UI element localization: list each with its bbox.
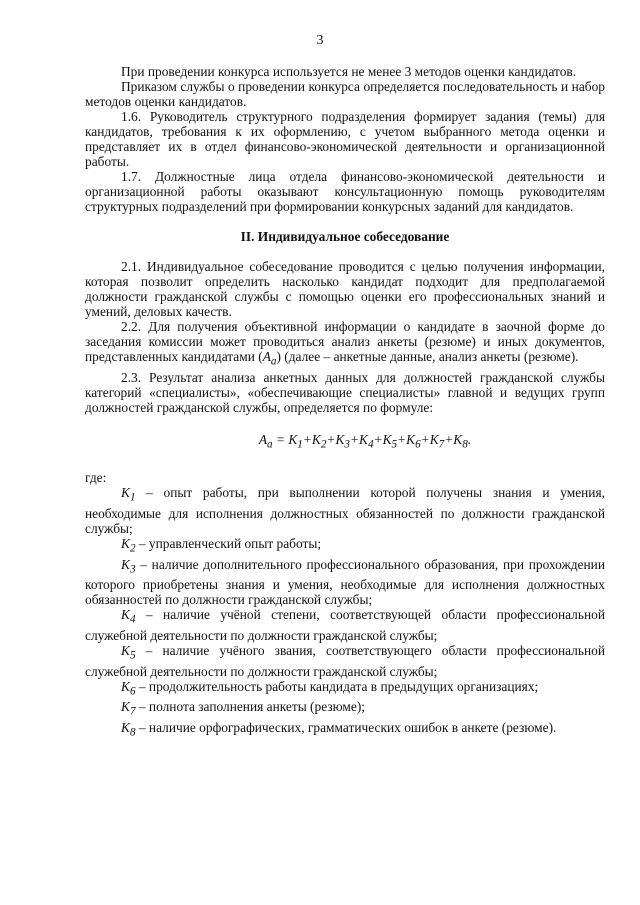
definition-text: – опыт работы, при выполнении которой получены знания и умения, необходимые для исполнения должностных обязанностей по должности гражданской службы; [85, 485, 605, 537]
where-label: где: [85, 470, 107, 486]
definition-text: – управленческий опыт работы; [135, 536, 322, 552]
definition-subscript: 4 [129, 614, 136, 627]
definition-symbol: K [121, 699, 130, 715]
paragraph: 2.3. Результат анализа анкетных данных для должностей гражданской службы категорий «специалисты», «обеспечивающие специалисты» главной и ведущих групп должностей гражданской службы, определяется по формуле: [85, 369, 605, 415]
definition-text: – продолжительность работы кандидата в предыдущих организациях; [135, 678, 539, 694]
section-heading: II. Индивидуальное собеседование [240, 229, 450, 244]
paragraph: 1.7. Должностные лица отдела финансово-экономической деятельности и организационной работы оказывают консультационную помощь руководителям структурных подразделений при формировании конкурсных заданий для кандидатов. [85, 169, 605, 214]
definition-symbol: K [121, 607, 130, 623]
definition-symbol: K [121, 678, 130, 694]
definition-item [85, 607, 605, 643]
definition-item [85, 720, 605, 741]
definition-item [85, 557, 605, 608]
definition-text: – наличие учёной степени, соответствующей области профессиональной служебной деятельности по должности гражданской службы; [85, 607, 605, 644]
definition-symbol: K [121, 643, 130, 659]
paragraph [85, 319, 605, 370]
definition-text: – наличие орфографических, грамматических ошибок в анкете (резюме). [135, 720, 557, 736]
definition-item [85, 536, 605, 557]
definition-subscript: 6 [129, 685, 136, 698]
paragraph-text: ) (далее – анкетные данные, анализ анкеты (резюме). [276, 349, 579, 364]
formula-symbol: А [262, 349, 271, 364]
paragraph: Приказом службы о проведении конкурса определяется последовательность и набор методов оценки кандидатов. [85, 79, 605, 109]
definition-symbol: K [121, 556, 130, 572]
paragraph-text: 2.2. Для получения объективной информации о кандидате в заочной форме до заседания комиссии может проводиться анализ анкеты (резюме) и иных документов, представленных кандидатами ( [85, 319, 605, 364]
formula-subscript: а [270, 355, 277, 368]
document-body [85, 64, 605, 741]
definition-item [85, 485, 605, 536]
formula: $A_a = K_1+K_2+K_3+K_4+K_5+K_6+K_7+K_8$. [258, 431, 472, 451]
definition-subscript: 1 [129, 492, 136, 505]
definition-item [85, 699, 605, 720]
paragraph: 1.6. Руководитель структурного подразделения формирует задания (темы) для кандидатов, требования к их оформлению, с учетом выбранного метода оценки и представляет их в отдел финансово-экономической деятельности и организационной работы. [85, 109, 605, 169]
definition-symbol: K [121, 536, 130, 552]
definition-subscript: 3 [129, 563, 136, 576]
definition-subscript: 7 [129, 706, 136, 719]
definition-text: – наличие дополнительного профессионального образования, при прохождении которого приобретены знания и умения, необходимые для исполнения должностных обязанностей по должности гражданской службы; [85, 556, 605, 608]
definition-subscript: 5 [129, 649, 136, 662]
paragraph: 2.1. Индивидуальное собеседование проводится с целью получения информации, которая позволит определить насколько кандидат подходит для предполагаемой должности гражданской службы с помощью оценки его профессиональных знаний и умений, деловых качеств. [85, 259, 605, 319]
definition-subscript: 2 [129, 542, 136, 555]
definition-item [85, 679, 605, 700]
definition-symbol: K [121, 720, 130, 736]
paragraph: При проведении конкурса используется не менее 3 методов оценки кандидатов. [121, 64, 577, 79]
definition-subscript: 8 [129, 726, 136, 739]
page-number: 3 [316, 33, 324, 48]
definition-text: – наличие учёного звания, соответствующего области профессиональной служебной деятельности по должности гражданской службы; [85, 643, 605, 679]
definition-text: – полнота заполнения анкеты (резюме); [135, 699, 366, 715]
definition-symbol: K [121, 485, 130, 501]
definition-item [85, 643, 605, 679]
definitions-list [85, 485, 605, 740]
